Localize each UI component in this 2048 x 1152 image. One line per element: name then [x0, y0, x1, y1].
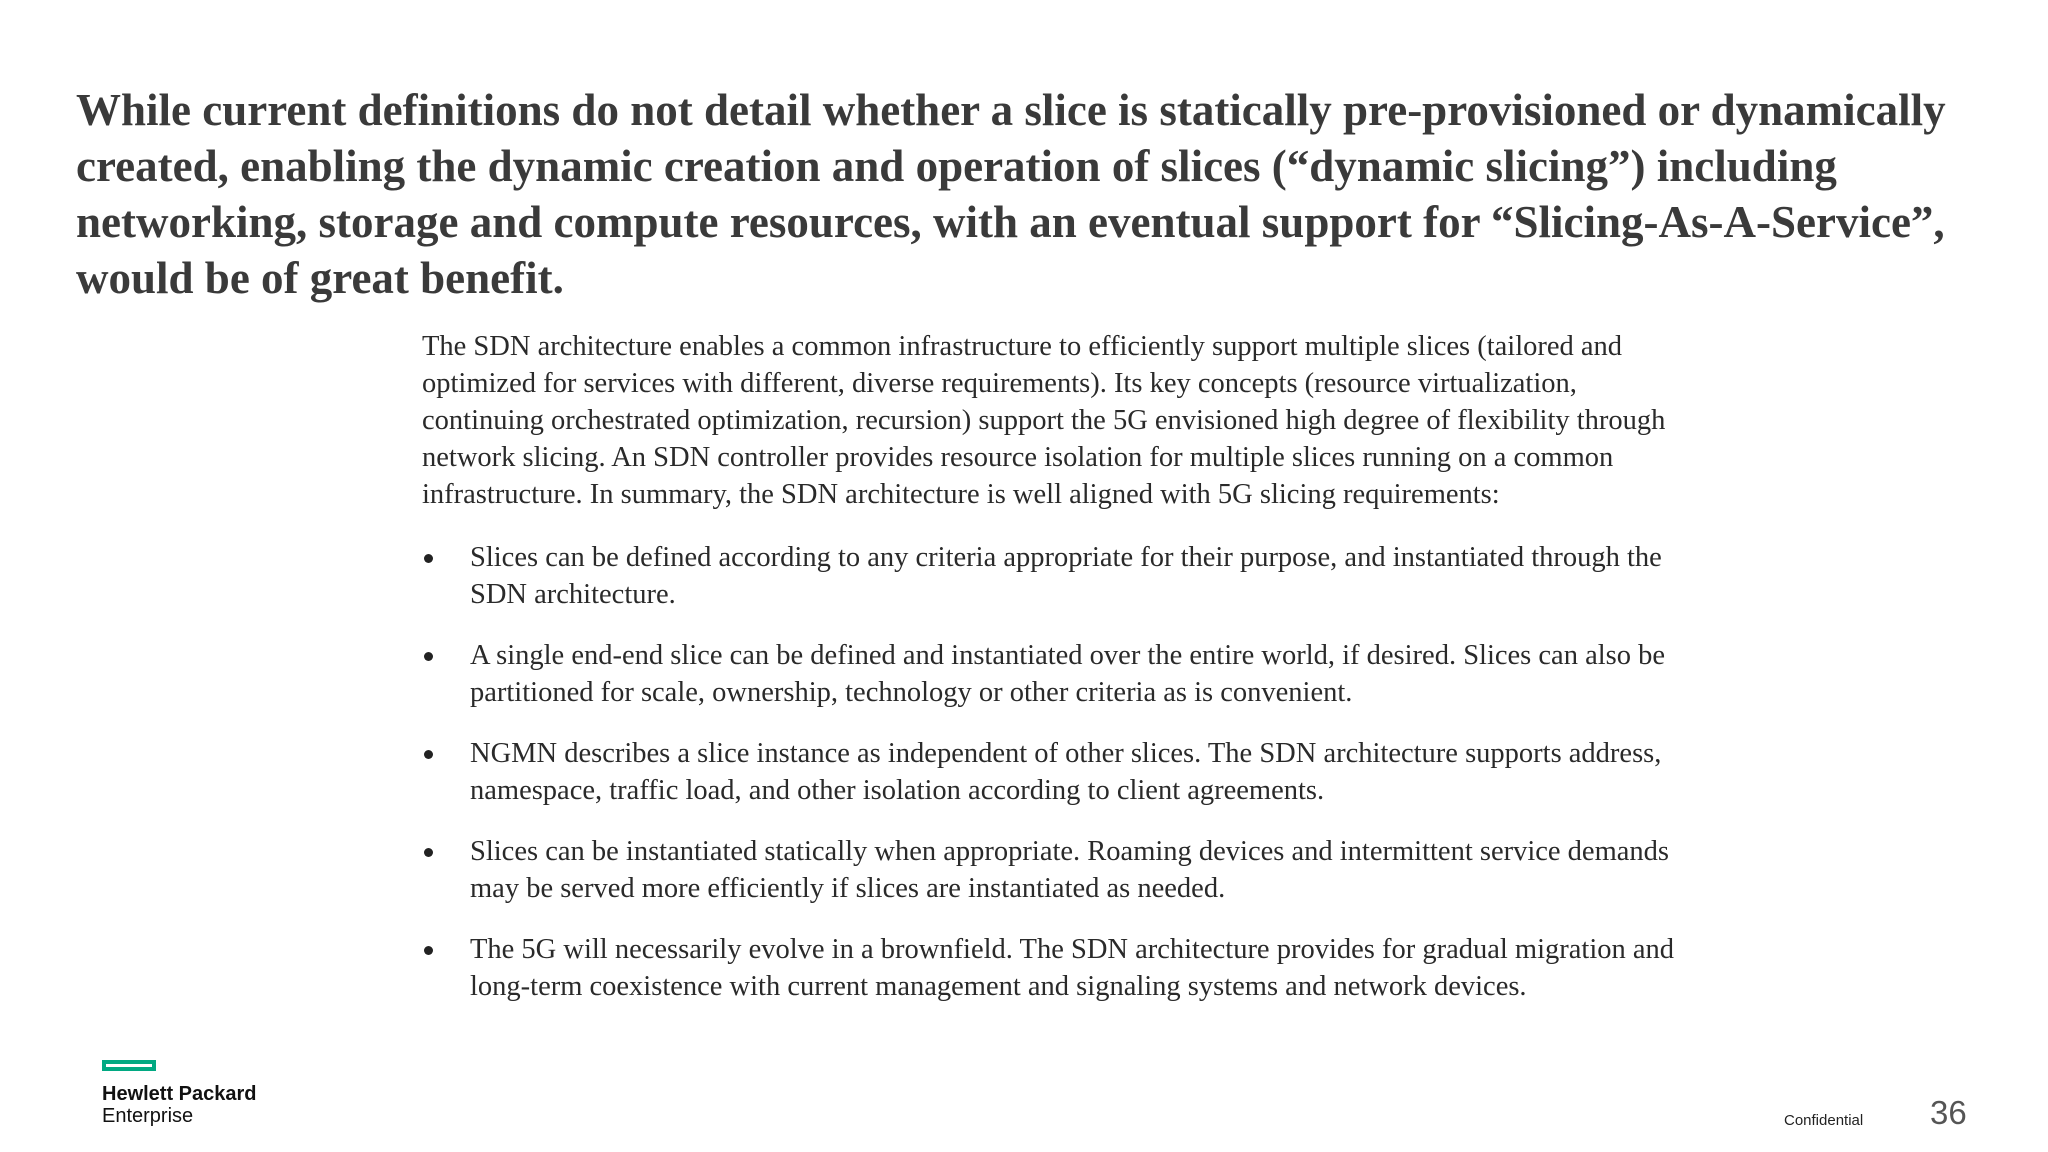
body-block: [422, 328, 1682, 1029]
bullet-text: The 5G will necessarily evolve in a brownfield. The SDN architecture provides for gradual migration and long-term coexistence with current management and signaling systems and network devices.: [470, 934, 1675, 1002]
bullet-text: A single end-end slice can be defined and instantiated over the entire world, if desired. Slices can also be partitioned for scale, ownership, technology or other criteria as is convenient.: [470, 640, 1666, 708]
page-number: 36: [1930, 1094, 1967, 1131]
lead-paragraph: While current definitions do not detail whether a slice is statically pre-provisioned or dynamically created, enabling the dynamic creation and operation of slices (“dynamic slicing”) including networking, storage and compute resources, with an eventual support for “Slicing-As-A-Service”, would be of great benefit.: [76, 85, 1946, 303]
logo-text-line2: Enterprise: [102, 1105, 194, 1127]
bullet-dot-icon: [424, 848, 433, 857]
bullet-item: [422, 539, 1682, 613]
hpe-logo: [102, 1060, 302, 1130]
bullet-dot-icon: [424, 750, 433, 759]
logo-text-line1: Hewlett Packard: [102, 1083, 257, 1105]
bullet-text: NGMN describes a slice instance as independent of other slices. The SDN architecture supports address, namespace, traffic load, and other isolation according to client agreements.: [470, 738, 1662, 806]
bullet-text: Slices can be instantiated statically when appropriate. Roaming devices and intermittent service demands may be served more efficiently if slices are instantiated as needed.: [470, 836, 1669, 904]
bullet-list: [422, 539, 1682, 1005]
confidential-label: Confidential: [1784, 1112, 1864, 1129]
intro-paragraph: The SDN architecture enables a common infrastructure to efficiently support multiple slices (tailored and optimized for services with different, diverse requirements). Its key concepts (resource virtualization, continuing orchestrated optimization, recursion) support the 5G envisioned high degree of flexibility through network slicing. An SDN controller provides resource isolation for multiple slices running on a common infrastructure. In summary, the SDN architecture is well aligned with 5G slicing requirements:: [422, 331, 1666, 510]
bullet-dot-icon: [424, 652, 433, 661]
bullet-item: [422, 735, 1682, 809]
bullet-item: [422, 931, 1682, 1005]
bullet-dot-icon: [424, 946, 433, 955]
bullet-item: [422, 833, 1682, 907]
bullet-text: Slices can be defined according to any criteria appropriate for their purpose, and instantiated through the SDN architecture.: [470, 542, 1662, 610]
bullet-item: [422, 637, 1682, 711]
bullet-dot-icon: [424, 554, 433, 563]
hpe-logo-mark-icon: [102, 1060, 156, 1071]
